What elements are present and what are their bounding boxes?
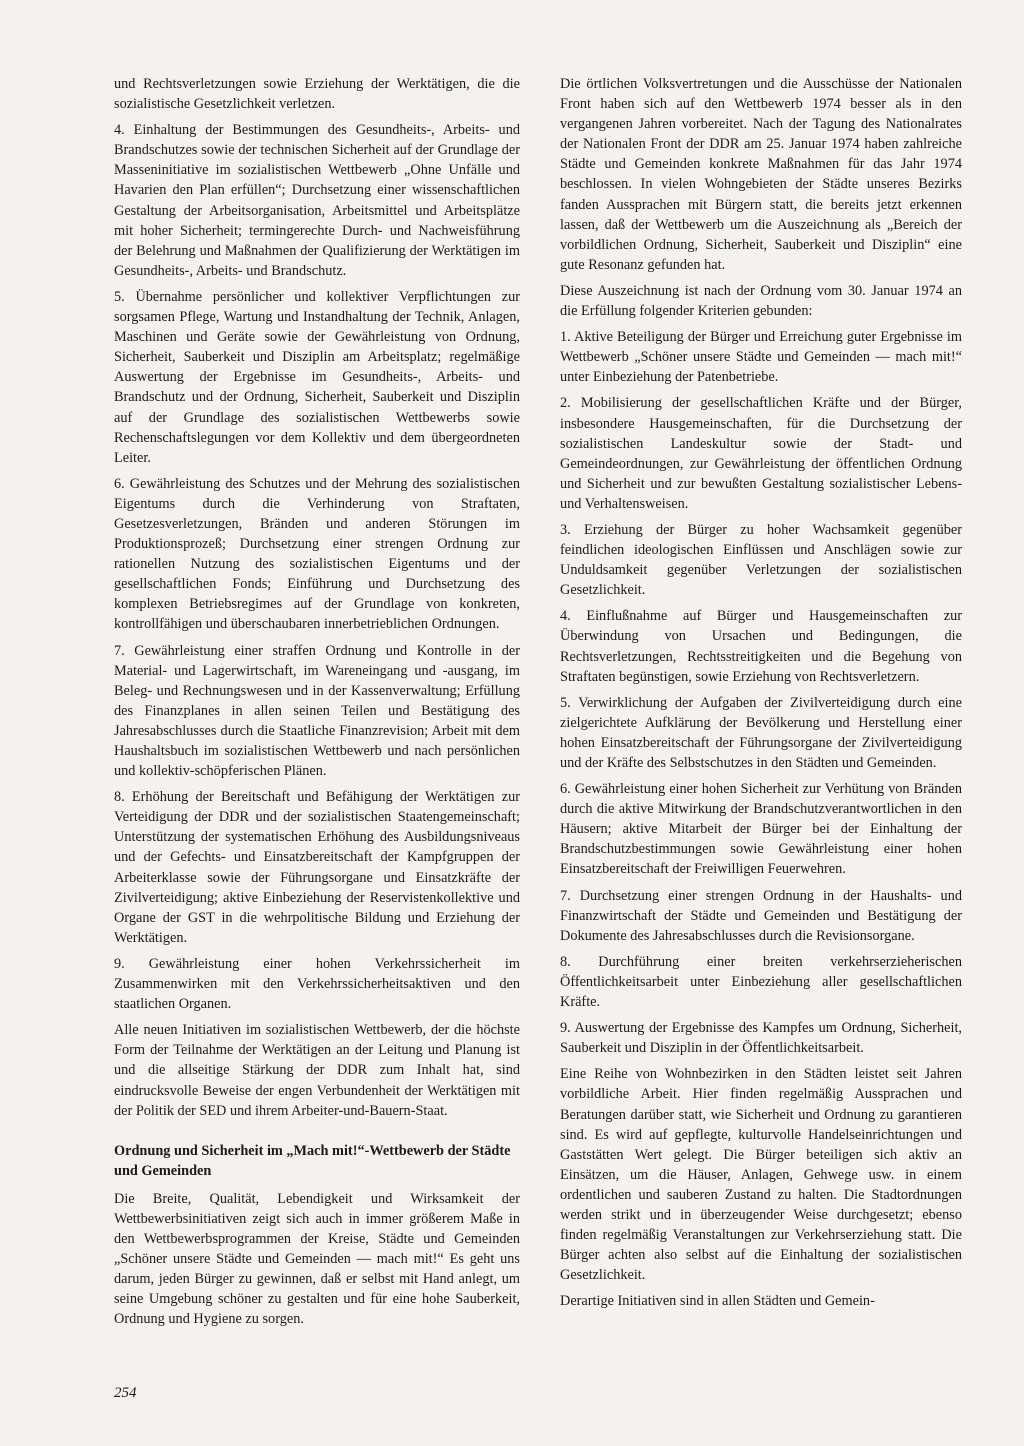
page-number: 254	[114, 1385, 137, 1401]
paragraph: Diese Auszeichnung ist nach der Ordnung vom 30. Januar 1974 an die Erfüllung folgender Kriterien gebunden:	[560, 282, 962, 320]
left-column	[114, 74, 520, 1336]
paragraph: Die örtlichen Volksvertretungen und die Ausschüsse der Nationalen Front haben sich auf den Wettbewerb 1974 besser als in den vergangenen Jahren vorbereitet. Nach der Tagung des Nationalrates der Nationalen Front der DDR am 25. Januar 1974 haben zahlreiche Städte und Gemeinden konkrete Maßnahmen für das Jahr 1974 beschlossen. In vielen Wohngebieten der Städte unseres Bezirks fanden Aussprachen mit Bürgern statt, die bereits jetzt erkennen lassen, daß der Wettbewerb um die Auszeichnung als „Bereich der vorbildlichen Ordnung, Sicherheit, Sauberkeit und Disziplin“ eine gute Resonanz gefunden hat.	[560, 76, 962, 273]
paragraph: Die Breite, Qualität, Lebendigkeit und Wirksamkeit der Wettbewerbsinitiativen zeigt sich auch in immer größerem Maße in den Wettbewerbsprogrammen der Kreise, Städte und Gemeinden „Schöner unsere Städte und Gemeinden — mach mit!“ Es geht uns darum, jeden Bürger zu gewinnen, daß er selbst mit Hand anlegt, um seine Umgebung schöner zu gestalten und für eine hohe Sauberkeit, Ordnung und Hygiene zu sorgen.	[114, 1190, 520, 1328]
paragraph: und Rechtsverletzungen sowie Erziehung der Werktätigen, die die sozialistische Gesetzlichkeit verletzen.	[114, 76, 520, 113]
section-heading: Ordnung und Sicherheit im „Mach mit!“-Wettbewerb der Städte und Gemeinden	[114, 1142, 511, 1179]
paragraph: 3. Erziehung der Bürger zu hoher Wachsamkeit gegenüber feindlichen ideologischen Einflüssen und Anschlägen sowie zur Unduldsamkeit gegenüber Verletzungen der sozialistischen Gesetzlichkeit.	[560, 521, 962, 599]
paragraph: 7. Durchsetzung einer strengen Ordnung in der Haushalts- und Finanzwirtschaft der Städte und Gemeinden und Bestätigung der Dokumente des Jahresabschlusses durch die Revisionsorgane.	[560, 887, 962, 944]
paragraph: 5. Übernahme persönlicher und kollektiver Verpflichtungen zur sorgsamen Pflege, Wartung und Instandhaltung der Technik, Anlagen, Maschinen und Geräte sowie der Gewährleistung von Ordnung, Sicherheit, Sauberkeit und Disziplin am Arbeitsplatz; regelmäßige Auswertung der Ergebnisse im Gesundheits-, Arbeits- und Brandschutz und der Ordnung, Sicherheit, Sauberkeit und Disziplin auf der Grundlage des sozialistischen Wettbewerbs sowie Rechenschaftslegungen vor dem Kollektiv und dem übergeordneten Leiter.	[114, 288, 520, 466]
paragraph: Eine Reihe von Wohnbezirken in den Städten leistet seit Jahren vorbildliche Arbeit. Hier finden regelmäßig Aussprachen und Beratungen darüber statt, wie Sicherheit und Ordnung zu garantieren sind. Es wird auf gepflegte, kulturvolle Handelseinrichtungen und Gaststätten Wert gelegt. Die Bürger beteiligen sich aktiv an Einsätzen, um die Häuser, Anlagen, Gehwege usw. in einem ordentlichen und sauberen Zustand zu halten. Die Stadtordnungen werden strikt und in überzeugender Weise durchgesetzt; ebenso finden regelmäßig Veranstaltungen zur Verkehrserziehung statt. Die Bürger achten also selbst auf die Einhaltung der sozialistischen Gesetzlichkeit.	[560, 1066, 962, 1284]
paragraph: 8. Durchführung einer breiten verkehrserzieherischen Öffentlichkeitsarbeit unter Einbeziehung aller gesellschaftlichen Kräfte.	[560, 953, 962, 1011]
paragraph: 6. Gewährleistung einer hohen Sicherheit zur Verhütung von Bränden durch die aktive Mitwirkung der Brandschutzverantwortlichen in den Häusern; aktive Mitarbeit der Bürger bei der Einhaltung der Brandschutzbestimmungen sowie Gewährleistung einer hohen Einsatzbereitschaft der Freiwilligen Feuerwehren.	[560, 781, 962, 878]
paragraph: Alle neuen Initiativen im sozialistischen Wettbewerb, der die höchste Form der Teilnahme der Werktätigen an der Leitung und Planung ist und die allseitige Stärkung der DDR zum Inhalt hat, sind eindrucksvolle Beweise der engen Verbundenheit der Werktätigen mit der Politik der SED und ihrem Arbeiter-und-Bauern-Staat.	[114, 1022, 520, 1119]
paragraph: 5. Verwirklichung der Aufgaben der Zivilverteidigung durch eine zielgerichtete Aufklärung der Bevölkerung und Herstellung einer hohen Einsatzbereitschaft der Führungsorgane der Zivilverteidigung und der Kräfte des Selbstschutzes in den Städten und Gemeinden.	[560, 694, 962, 771]
paragraph: 9. Auswertung der Ergebnisse des Kampfes um Ordnung, Sicherheit, Sauberkeit und Disziplin in der Öffentlichkeitsarbeit.	[560, 1020, 962, 1057]
right-column	[560, 74, 962, 1317]
paragraph: 6. Gewährleistung des Schutzes und der Mehrung des sozialistischen Eigentums durch die Verhinderung von Straftaten, Gesetzesverletzungen, Bränden und anderen Störungen im Produktionsprozeß; Durchsetzung einer strengen Ordnung zur rationellen Nutzung des sozialistischen Eigentums und der gesellschaftlichen Fonds; Einführung und Durchsetzung des komplexen Betriebsregimes auf der Grundlage von konkreten, kontrollfähigen und überschaubaren innerbetrieblichen Ordnungen.	[114, 475, 520, 633]
paragraph: 9. Gewährleistung einer hohen Verkehrssicherheit im Zusammenwirken mit den Verkehrssicherheitsaktiven und den staatlichen Organen.	[114, 955, 520, 1013]
paragraph: 2. Mobilisierung der gesellschaftlichen Kräfte und der Bürger, insbesondere Hausgemeinschaften, für die Durchsetzung der sozialistischen Landeskultur sowie der Stadt- und Gemeindeordnungen, zur Gewährleistung der öffentlichen Ordnung und Sicherheit und zur bewußten Gestaltung sozialistischer Lebens- und Verhaltensweisen.	[560, 395, 962, 512]
paragraph: 8. Erhöhung der Bereitschaft und Befähigung der Werktätigen zur Verteidigung der DDR und der sozialistischen Staatengemeinschaft; Unterstützung der systematischen Erhöhung des Ausbildungsniveaus und der Gefechts- und Einsatzbereitschaft der Kampfgruppen der Arbeiterklasse sowie der Führungsorgane und Einsatzkräfte der Zivilverteidigung; aktive Einbeziehung der Reservistenkollektive und Organe der GST in die wehrpolitische Bildung und Erziehung der Werktätigen.	[114, 789, 520, 946]
paragraph: 4. Einhaltung der Bestimmungen des Gesundheits-, Arbeits- und Brandschutzes sowie der technischen Sicherheit auf der Grundlage der Masseninitiative im sozialistischen Wettbewerb „Ohne Unfälle und Havarien den Plan erfüllen“; Durchsetzung einer wissenschaftlichen Gestaltung der Arbeitsorganisation, Arbeitsmittel und Arbeitsplätze mit hoher Sicherheit; termingerechte Durch- und Nachweisführung der Belehrung und Maßnahmen der Qualifizierung der Werktätigen im Gesundheits-, Arbeits- und Brandschutz.	[114, 122, 520, 279]
paragraph: 7. Gewährleistung einer straffen Ordnung und Kontrolle in der Material- und Lagerwirtschaft, im Wareneingang und -ausgang, im Beleg- und Rechnungswesen und in der Kassenverwaltung; Erfüllung des Finanzplanes in allen seinen Teilen und Bestätigung des Jahresabschlusses durch die Staatliche Finanzrevision; Arbeit mit dem Haushaltsbuch im sozialistischen Wettbewerb und nach persönlichen und kollektiv-schöpferischen Plänen.	[114, 642, 520, 780]
paragraph: Derartige Initiativen sind in allen Städten und Gemein-	[560, 1293, 875, 1310]
paragraph: 1. Aktive Beteiligung der Bürger und Erreichung guter Ergebnisse im Wettbewerb „Schöner unsere Städte und Gemeinden — mach mit!“ unter Einbeziehung der Patenbetriebe.	[560, 329, 962, 386]
paragraph: 4. Einflußnahme auf Bürger und Hausgemeinschaften zur Überwindung von Ursachen und Bedingungen, die Rechtsverletzungen, Rechtsstreitigkeiten und die Begehung von Straftaten begünstigen, sowie Erziehung von Rechtsverletzern.	[560, 608, 962, 685]
